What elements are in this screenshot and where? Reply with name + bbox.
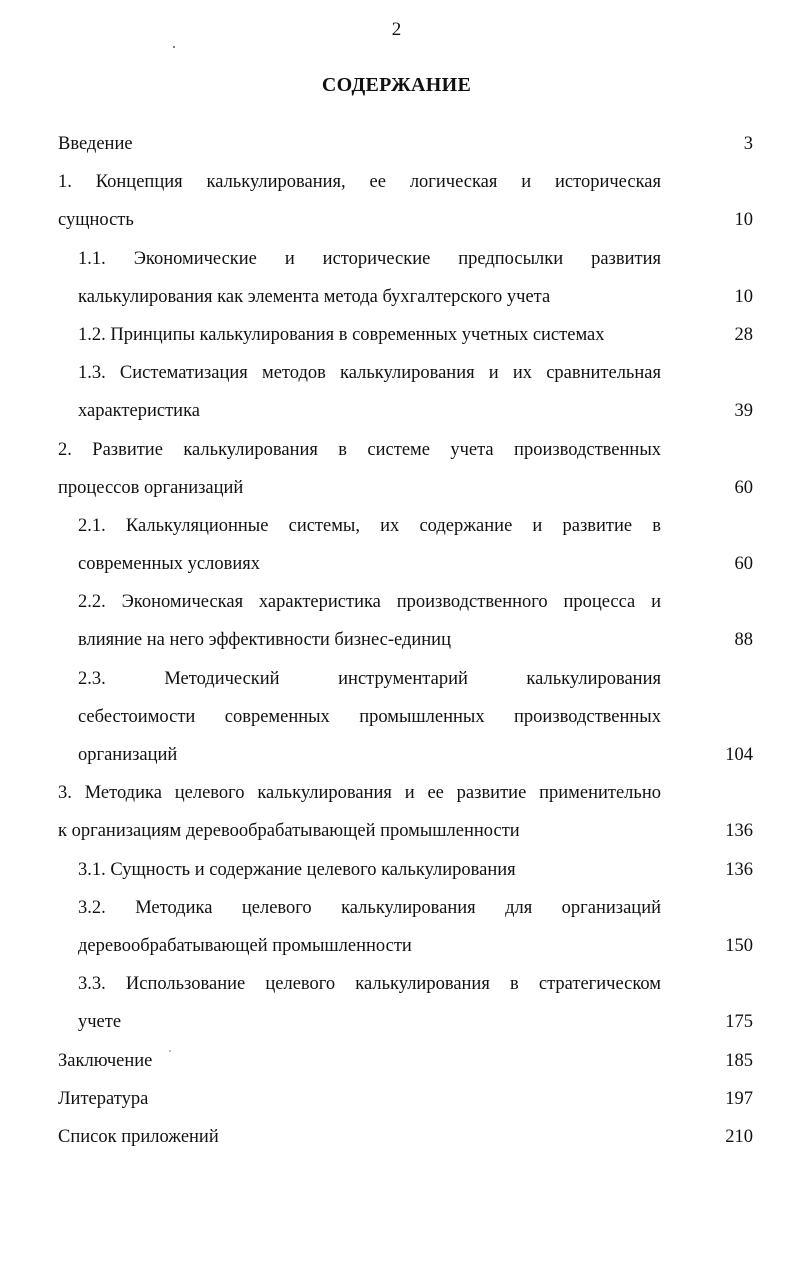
- toc-entry: [0, 354, 793, 430]
- toc-entry-line: 1.2. Принципы калькулирования в современных учетных системах: [78, 324, 605, 345]
- toc-page-number: 104: [725, 745, 753, 765]
- toc-entry-line: учете: [78, 1012, 122, 1033]
- toc-entry-line: Заключение: [58, 1050, 153, 1071]
- scan-speck: [173, 46, 175, 48]
- toc-entry-line: Введение: [58, 134, 133, 154]
- toc-entry-line: характеристика: [78, 401, 200, 422]
- toc-entry-line: 1.3. Систематизация методов калькулирования и их сравнительная: [78, 363, 661, 384]
- toc-page-number: 150: [725, 935, 753, 956]
- toc-page-number: 28: [734, 324, 753, 345]
- toc-entry: [0, 774, 793, 850]
- toc-entry-line: 2.2. Экономическая характеристика производственного процесса и: [78, 592, 661, 613]
- toc-page-number: 197: [725, 1088, 753, 1109]
- toc-entry-line: 2. Развитие калькулирования в системе учета производственных: [58, 439, 661, 460]
- toc-page-number: 210: [725, 1126, 753, 1147]
- toc-entry-line: к организациям деревообрабатывающей промышленности: [58, 821, 520, 842]
- toc-page-number: 175: [725, 1012, 753, 1033]
- toc-entry: [0, 125, 793, 163]
- toc-entry-line: современных условиях: [78, 554, 261, 575]
- toc-entry-line: 3.2. Методика целевого калькулирования для организаций: [78, 897, 661, 918]
- toc-page-number: 39: [734, 401, 753, 422]
- toc-entry: [0, 1118, 793, 1156]
- toc-entry-line: влияние на него эффективности бизнес-единиц: [78, 630, 451, 651]
- toc-page-number: 185: [725, 1050, 753, 1071]
- toc-entry-line: деревообрабатывающей промышленности: [78, 935, 412, 956]
- toc-entry-line: калькулирования как элемента метода бухгалтерского учета: [78, 286, 551, 307]
- toc-entry: [0, 660, 793, 775]
- toc-entry: [0, 965, 793, 1041]
- toc-entry-line: 2.1. Калькуляционные системы, их содержание и развитие в: [78, 515, 661, 536]
- toc-entry-line: сущность: [58, 210, 134, 231]
- toc-page-number: 10: [734, 210, 753, 231]
- toc-entry-line: 1.1. Экономические и исторические предпосылки развития: [78, 248, 661, 269]
- toc-entry: [0, 163, 793, 239]
- toc-entry-line: Литература: [58, 1088, 149, 1109]
- toc-entry-line: 3.3. Использование целевого калькулирования в стратегическом: [78, 974, 661, 995]
- page-number: 2: [391, 19, 402, 40]
- toc-entry: [0, 889, 793, 965]
- toc-entry: [0, 507, 793, 583]
- toc-entry-line: Список приложений: [58, 1126, 219, 1147]
- toc-entry-line: себестоимости современных промышленных производственных: [78, 706, 661, 727]
- toc-entry-line: 3.1. Сущность и содержание целевого калькулирования: [78, 859, 516, 880]
- toc-page-number: 3: [743, 134, 753, 154]
- page-title: СОДЕРЖАНИЕ: [321, 74, 472, 96]
- toc-entry: [0, 240, 793, 316]
- toc-entry: [0, 583, 793, 659]
- toc-entry: [0, 1042, 793, 1080]
- toc-page-number: 60: [734, 477, 753, 498]
- toc-page-number: 136: [725, 821, 753, 842]
- table-of-contents: [0, 125, 793, 1156]
- toc-entry: [0, 1080, 793, 1118]
- toc-entry-line: процессов организаций: [58, 477, 244, 498]
- toc-entry-line: 2.3. Методический инструментарий калькулирования: [78, 668, 661, 689]
- toc-page-number: 10: [734, 286, 753, 307]
- toc-entry-line: 1. Концепция калькулирования, ее логическая и историческая: [58, 172, 661, 193]
- toc-entry: [0, 851, 793, 889]
- toc-page-number: 60: [734, 554, 753, 575]
- toc-entry-line: 3. Методика целевого калькулирования и ее развитие применительно: [58, 783, 661, 804]
- toc-entry: [0, 316, 793, 354]
- toc-page-number: 136: [725, 859, 753, 880]
- toc-page-number: 88: [734, 630, 753, 651]
- toc-entry-line: организаций: [78, 745, 178, 765]
- toc-entry: [0, 431, 793, 507]
